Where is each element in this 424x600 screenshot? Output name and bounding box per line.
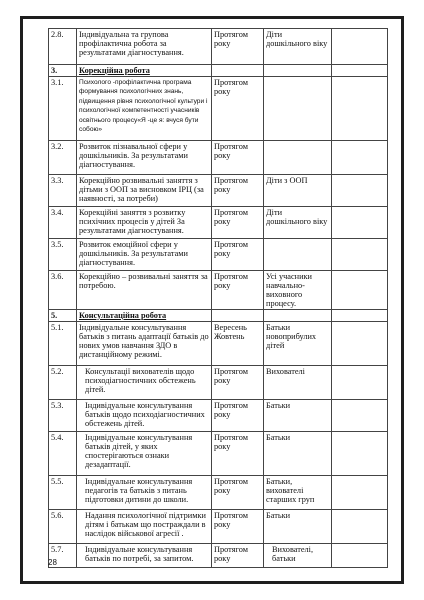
row-responsible: Батьки [264,400,332,432]
row-term: Протягом року [212,510,264,544]
row-term: Вересень Жовтень [212,322,264,366]
row-term: Протягом року [212,544,264,568]
table-row [49,366,388,400]
row-note [332,271,388,310]
row-note [332,400,388,432]
row-note [332,432,388,476]
row-note [332,29,388,65]
row-number: 5.7. [49,544,77,568]
row-content: Розвиток пізнавальної сфери у дошкільників. За результатами діагностування. [77,141,212,175]
row-note [332,239,388,271]
row-content: Індивідуальне консультування батьків по потребі, за запитом. [77,544,212,568]
row-number: 3.1. [49,77,77,141]
section-row [49,310,388,322]
row-responsible: Діти дошкільного віку [264,29,332,65]
table-row [49,77,388,141]
row-note [332,510,388,544]
row-term: Протягом року [212,141,264,175]
row-term: Протягом року [212,77,264,141]
row-term: Протягом року [212,400,264,432]
row-note [332,141,388,175]
row-responsible [264,77,332,141]
section-number: 5. [49,310,77,322]
row-responsible: Батьки [264,432,332,476]
table-row [49,207,388,239]
row-content: Корекційно розвивальні заняття з дітьми з ООП за висновком ІРЦ (за наявності, за потреби) [77,175,212,207]
section-number: 3. [49,65,77,77]
table-row [49,141,388,175]
table-row [49,432,388,476]
section-row [49,65,388,77]
row-responsible: Діти дошкільного віку [264,207,332,239]
row-responsible [264,239,332,271]
page-number: 28 [48,558,57,567]
row-number: 3.5. [49,239,77,271]
row-content: Індивідуальна та групова профілактична робота за результатами діагностування. [77,29,212,65]
row-content: Розвиток емоційної сфери у дошкільників. За результатами діагностування. [77,239,212,271]
row-note [332,175,388,207]
row-number: 5.1. [49,322,77,366]
row-term: Протягом року [212,271,264,310]
row-responsible: Вихователі, батьки [264,544,332,568]
row-number: 3.2. [49,141,77,175]
table-row [49,239,388,271]
row-number: 5.3. [49,400,77,432]
row-note [332,207,388,239]
row-note [332,322,388,366]
row-note [332,476,388,510]
row-content: Надання психологічної підтримки дітям і батькам що постраждали в наслідок військової агресії . [77,510,212,544]
work-plan-table [48,28,388,568]
row-responsible: Батьки [264,510,332,544]
row-content: Консультації вихователів щодо психодіагностичних обстежень дітей. [77,366,212,400]
row-note [332,544,388,568]
row-number: 5.2. [49,366,77,400]
table-row [49,400,388,432]
table-row [49,322,388,366]
row-responsible: Батьки, вихователі старших груп [264,476,332,510]
table-row [49,510,388,544]
row-number: 3.3. [49,175,77,207]
row-number: 3.4. [49,207,77,239]
row-term: Протягом року [212,476,264,510]
row-responsible: Усі учасники навчально-виховного процесу. [264,271,332,310]
section-title: Консультаційна робота [77,310,212,322]
row-content: Індивідуальне консультування батьків з питань адаптації батьків до нових умов навчання ЗДО в дистанційному режимі. [77,322,212,366]
row-note [332,366,388,400]
row-term: Протягом року [212,175,264,207]
row-number: 5.5. [49,476,77,510]
row-responsible: Батьки новоприбулих дітей [264,322,332,366]
row-term: Протягом року [212,366,264,400]
row-number: 5.4. [49,432,77,476]
row-term: Протягом року [212,207,264,239]
table-row [49,476,388,510]
row-content: Індивідуальне консультування педагогів та батьків з питань підготовки дитини до школи. [77,476,212,510]
row-responsible: Діти з ООП [264,175,332,207]
row-content: Корекційно – розвивальні заняття за потребою. [77,271,212,310]
table-row [49,29,388,65]
row-number: 5.6. [49,510,77,544]
row-content: Індивідуальне консультування батьків дітей, у яких спостерігаються ознаки дезадаптації. [77,432,212,476]
row-content: Психолого -профілактична програма формування психологічних знань, підвищення рівня психологічної культури і психологічної компетентності учасників освітнього процесу«Я -це я: вчуся бути собою» [77,77,212,141]
row-term: Протягом року [212,29,264,65]
row-responsible [264,141,332,175]
row-note [332,77,388,141]
table-row [49,175,388,207]
table-row [49,544,388,568]
table-row [49,271,388,310]
row-term: Протягом року [212,432,264,476]
row-term: Протягом року [212,239,264,271]
row-content: Корекційні заняття з розвитку психічних процесів у дітей За результатами діагностування. [77,207,212,239]
row-number: 2.8. [49,29,77,65]
row-content: Індивідуальне консультування батьків щодо психодіагностичних обстежень дітей. [77,400,212,432]
section-title: Корекційна робота [77,65,212,77]
row-responsible: Вихователі [264,366,332,400]
row-number: 3.6. [49,271,77,310]
